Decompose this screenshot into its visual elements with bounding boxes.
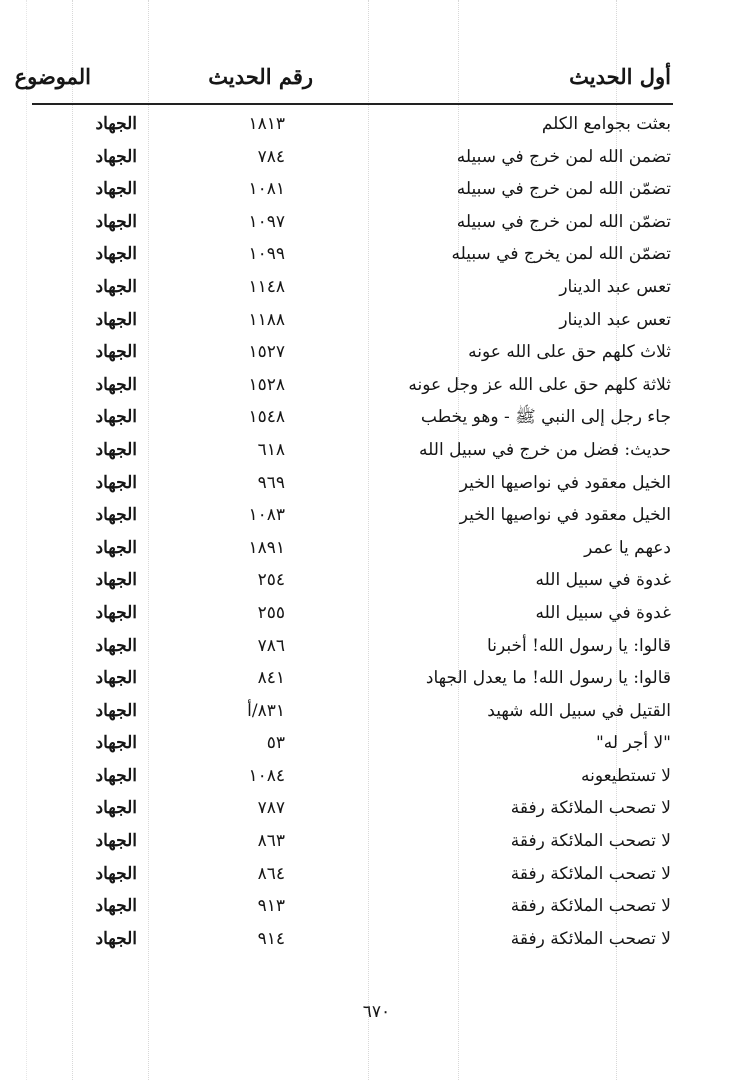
first-hadith-cell: قالوا: يا رسول الله! أخبرنا [487,635,671,656]
table-row [0,369,753,402]
first-hadith-cell: القتيل في سبيل الله شهيد [487,700,671,721]
first-hadith-cell: ثلاث كلهم حق على الله عونه [468,342,671,363]
topic-cell: الجهاد [95,765,137,786]
table-row [0,630,753,663]
first-hadith-cell: قالوا: يا رسول الله! ما يعدل الجهاد [425,668,671,689]
table-row [0,499,753,532]
topic-cell: الجهاد [95,798,137,819]
topic-cell: الجهاد [95,668,137,689]
hadith-number-cell: ٨٦٣ [257,831,285,852]
hadith-number-cell: ١٥٢٨ [248,374,285,395]
hadith-number-cell: ٢٥٤ [257,570,285,591]
hadith-number-cell: ١١٤٨ [248,276,285,297]
hadith-number-cell: ١٨٩١ [248,537,285,558]
hadith-number-cell: ١٨١٣ [248,114,285,134]
hadith-number-cell: ١٠٩٩ [248,244,285,265]
hadith-number-cell: ٩١٣ [257,896,285,917]
hadith-number-cell: ١٥٢٧ [248,342,285,363]
hadith-number-cell: ٧٨٦ [257,635,285,656]
topic-cell: الجهاد [95,635,137,656]
table-row [0,238,753,271]
topic-cell: الجهاد [95,179,137,200]
topic-cell: الجهاد [95,407,137,428]
topic-cell: الجهاد [95,863,137,884]
first-hadith-cell: لا تصحب الملائكة رفقة [510,928,671,949]
topic-cell: الجهاد [95,733,137,754]
hadith-number-cell: ١١٨٨ [248,309,285,330]
topic-cell: الجهاد [95,570,137,591]
first-hadith-cell: تعس عبد الدينار [559,309,671,330]
topic-cell: الجهاد [95,309,137,330]
first-hadith-cell: الخيل معقود في نواصيها الخير [459,472,671,493]
first-hadith-cell: غدوة في سبيل الله [535,602,671,623]
topic-cell: الجهاد [95,537,137,558]
table-row [0,434,753,467]
topic-cell: الجهاد [95,472,137,493]
table-row [0,271,753,304]
hadith-number-cell: ١٥٤٨ [248,407,285,428]
table-row [0,108,753,141]
topic-cell: الجهاد [95,602,137,623]
table-row [0,173,753,206]
table-row [0,336,753,369]
table-row [0,532,753,565]
first-hadith-cell: بعثت بجوامع الكلم [541,114,671,134]
hadith-number-cell: ٦١٨ [257,439,285,460]
topic-cell: الجهاد [95,114,137,134]
table-header [0,64,753,104]
table-row [0,923,753,956]
hadith-number-cell: ٨٤١ [257,668,285,689]
first-hadith-cell: تضمن الله لمن خرج في سبيله [456,146,671,167]
table-row [0,304,753,337]
topic-cell: الجهاد [95,896,137,917]
topic-cell: الجهاد [95,342,137,363]
topic-cell: الجهاد [95,505,137,526]
table-row [0,467,753,500]
hadith-number-cell: ٨٦٤ [257,863,285,884]
index-table-body [0,108,753,955]
first-hadith-cell: غدوة في سبيل الله [535,570,671,591]
table-row [0,206,753,239]
header-divider [32,103,673,105]
first-hadith-cell: لا تستطيعونه [580,765,671,786]
topic-cell: الجهاد [95,700,137,721]
header-first-hadith: أول الحديث [569,64,671,89]
hadith-number-cell: ٩١٤ [257,928,285,949]
first-hadith-cell: ثلاثة كلهم حق على الله عز وجل عونه [408,374,671,395]
table-row [0,858,753,891]
hadith-number-cell: ٧٨٧ [257,798,285,819]
table-row [0,662,753,695]
hadith-number-cell: ١٠٨٣ [248,505,285,526]
hadith-number-cell: ٧٨٤ [257,146,285,167]
table-row [0,727,753,760]
table-row [0,825,753,858]
first-hadith-cell: تعس عبد الدينار [559,276,671,297]
table-row [0,792,753,825]
topic-cell: الجهاد [95,439,137,460]
hadith-number-cell: ١٠٨٤ [248,765,285,786]
first-hadith-cell: تضمّن الله لمن يخرج في سبيله [451,244,671,265]
topic-cell: الجهاد [95,374,137,395]
hadith-number-cell: ٥٣ [266,733,285,754]
table-row [0,141,753,174]
first-hadith-cell: لا تصحب الملائكة رفقة [510,831,671,852]
hadith-number-cell: ١٠٩٧ [248,211,285,232]
first-hadith-cell: لا تصحب الملائكة رفقة [510,896,671,917]
hadith-number-cell: ١٠٨١ [248,179,285,200]
hadith-number-cell: ٢٥٥ [257,602,285,623]
header-hadith-number: رقم الحديث [208,64,313,89]
table-row [0,401,753,434]
page-number: ٦٧٠ [362,1002,391,1022]
topic-cell: الجهاد [95,831,137,852]
hadith-number-cell: ٨٣١/أ [247,700,285,721]
table-row [0,760,753,793]
first-hadith-cell: دعهم يا عمر [584,537,671,558]
header-topic: الموضوع [14,64,91,89]
topic-cell: الجهاد [95,928,137,949]
first-hadith-cell: الخيل معقود في نواصيها الخير [459,505,671,526]
hadith-number-cell: ٩٦٩ [257,472,285,493]
table-row [0,890,753,923]
topic-cell: الجهاد [95,244,137,265]
table-row [0,695,753,728]
first-hadith-cell: جاء رجل إلى النبي ﷺ - وهو يخطب [420,407,671,428]
first-hadith-cell: تضمّن الله لمن خرج في سبيله [456,211,671,232]
topic-cell: الجهاد [95,276,137,297]
first-hadith-cell: حديث: فضل من خرج في سبيل الله [419,439,671,460]
topic-cell: الجهاد [95,211,137,232]
first-hadith-cell: "لا أجر له" [595,733,671,754]
first-hadith-cell: لا تصحب الملائكة رفقة [510,798,671,819]
table-row [0,564,753,597]
first-hadith-cell: لا تصحب الملائكة رفقة [510,863,671,884]
table-row [0,597,753,630]
first-hadith-cell: تضمّن الله لمن خرج في سبيله [456,179,671,200]
topic-cell: الجهاد [95,146,137,167]
